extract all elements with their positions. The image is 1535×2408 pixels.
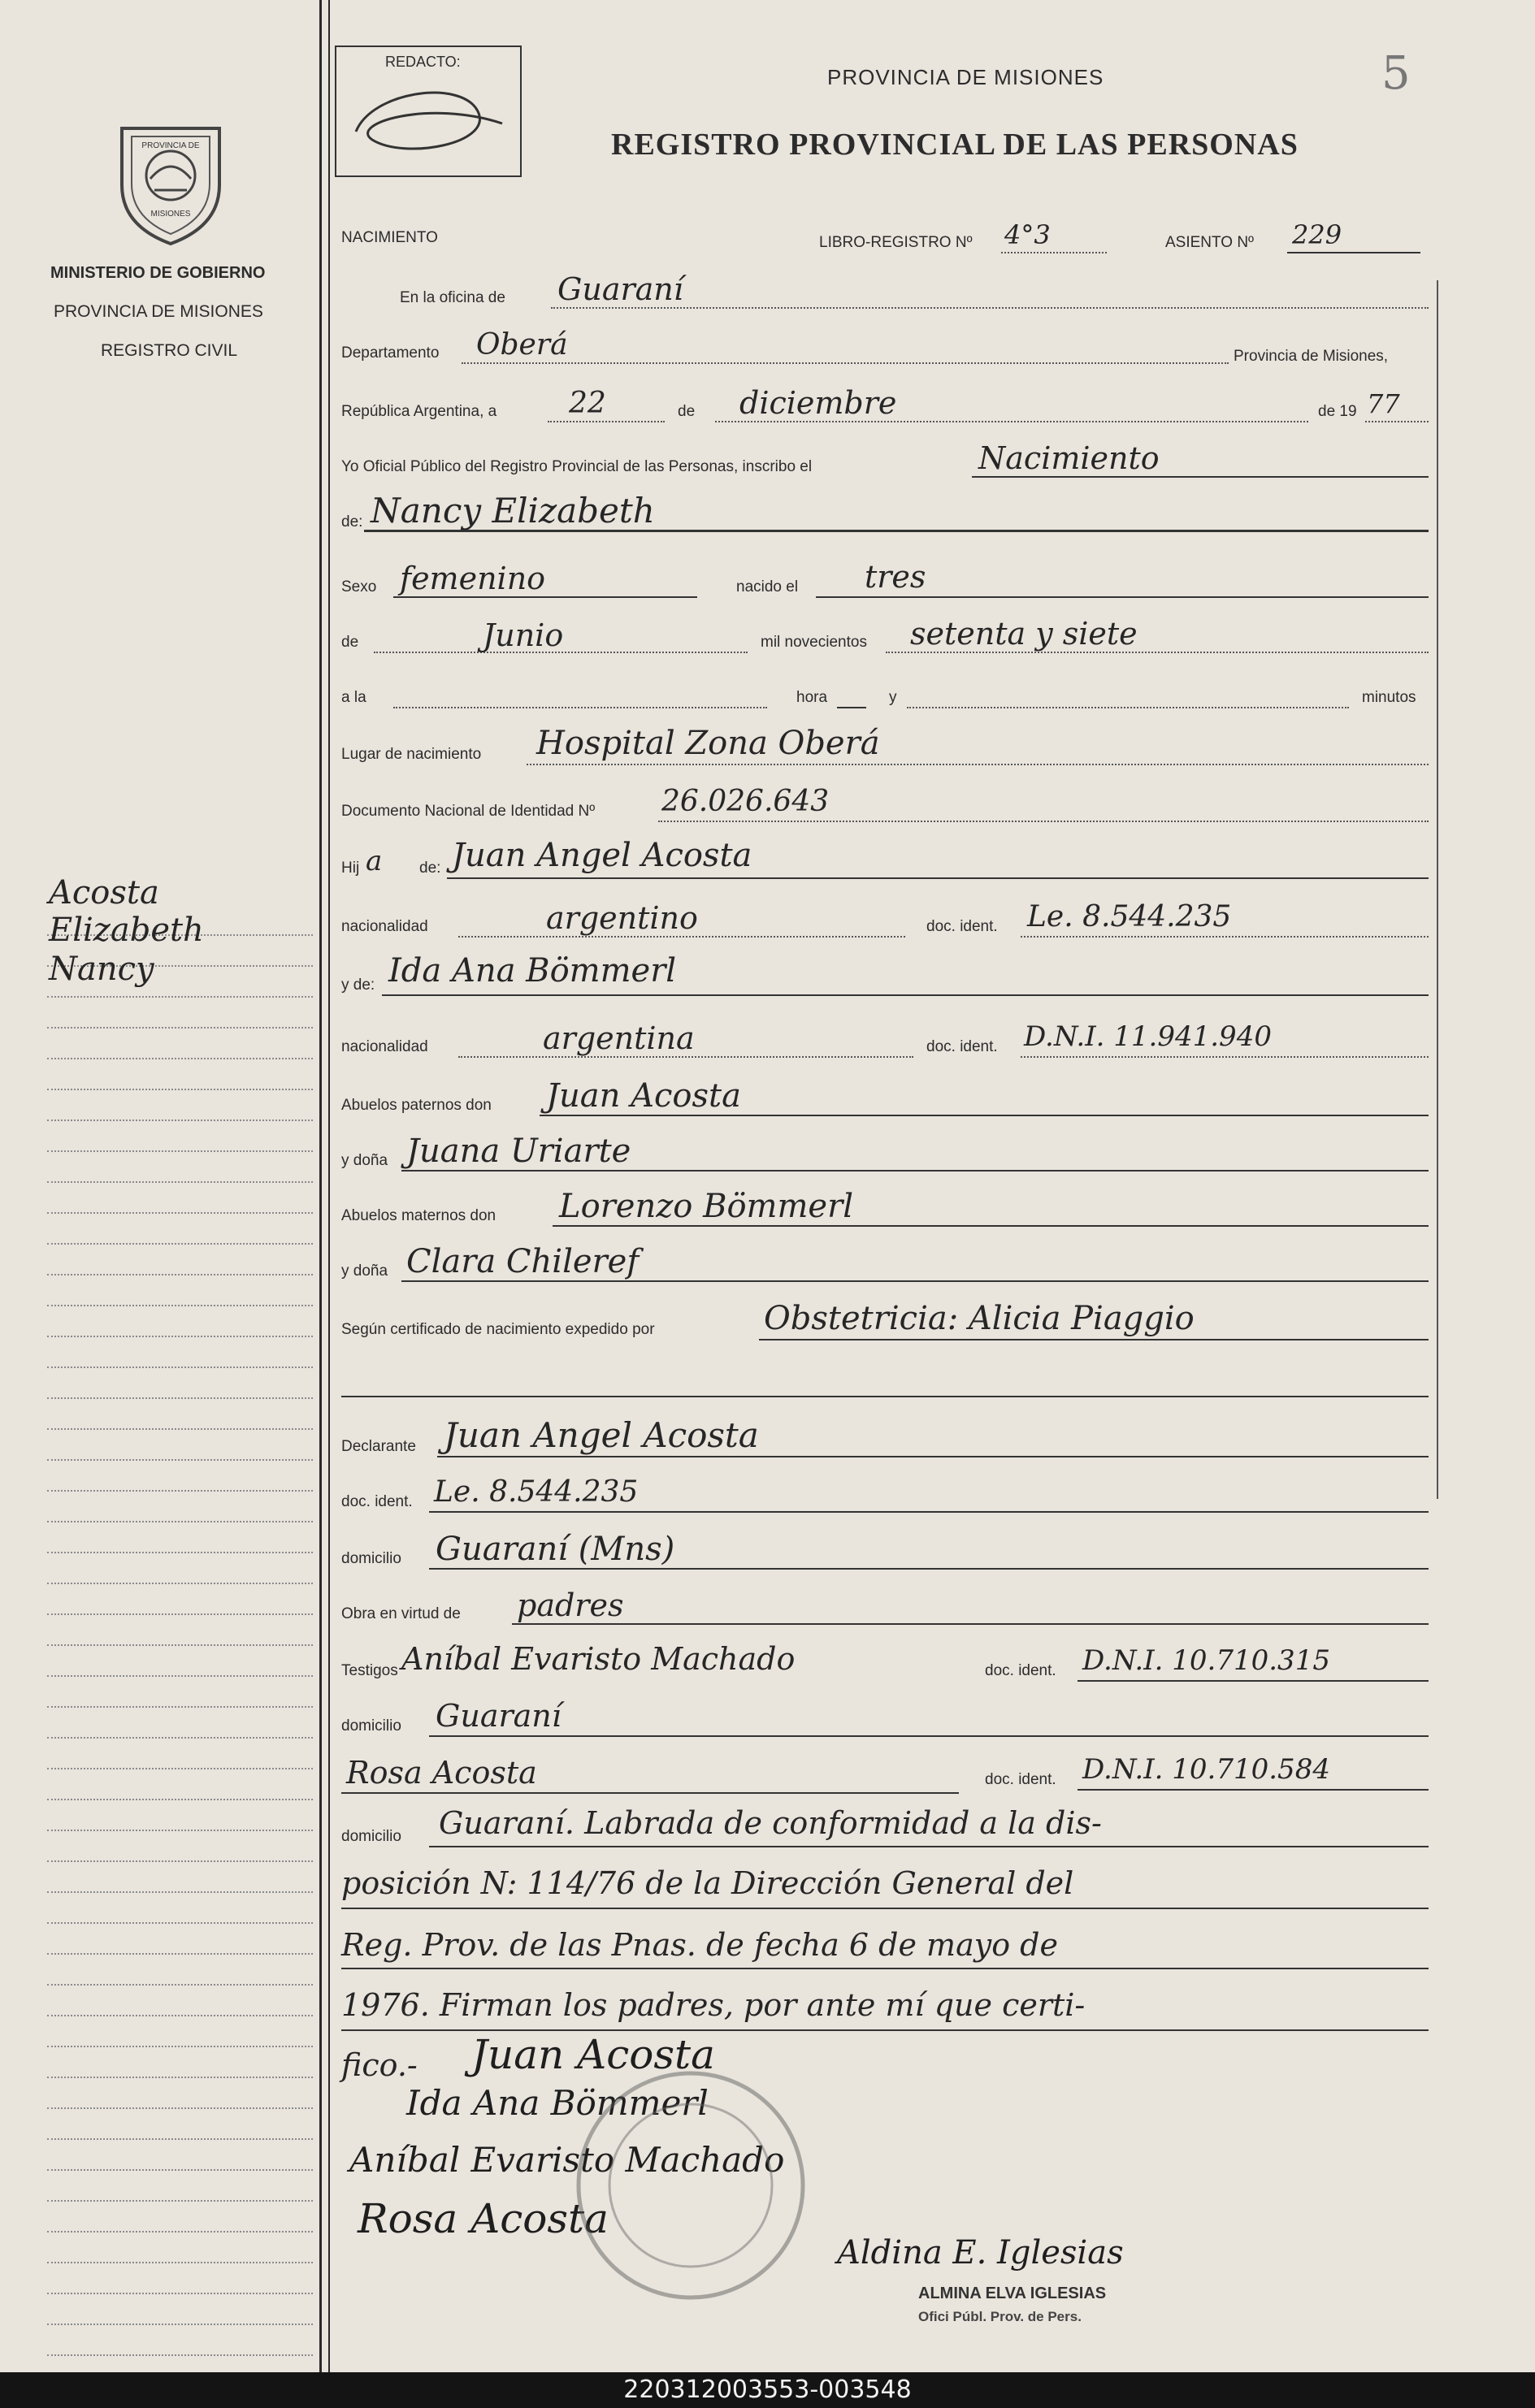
redacto-label: REDACTO:: [385, 54, 461, 70]
mes-value: diciembre: [739, 385, 897, 421]
dia-value: 22: [569, 387, 606, 420]
hora-label: hora: [796, 689, 828, 706]
y-de-label: y de:: [341, 977, 375, 994]
right-border-line: [1437, 280, 1438, 1499]
republica-label: República Argentina, a: [341, 403, 497, 420]
de-year-label: de 19: [1318, 403, 1357, 420]
margin-note-line1: Acosta: [49, 874, 159, 912]
seal-text-bottom: MISIONES: [150, 210, 191, 219]
padre-doc-label: doc. ident.: [926, 918, 998, 935]
libro-label: LIBRO-REGISTRO Nº: [819, 234, 973, 251]
seal-text-top: PROVINCIA DE: [141, 141, 200, 150]
testigo1-value: Aníbal Evaristo Machado: [401, 1641, 796, 1677]
acto-value: Nacimiento: [978, 440, 1160, 476]
padre-value: Juan Angel Acosta: [452, 837, 752, 874]
segun-label: Según certificado de nacimiento expedido por: [341, 1321, 655, 1338]
image-id-footer: 220312003553-003548: [0, 2372, 1535, 2408]
dni-value: 26.026.643: [661, 785, 830, 818]
nacido-dia-value: tres: [865, 559, 926, 595]
testigo1-doc-value: D.N.I. 10.710.315: [1082, 1644, 1330, 1677]
sexo-label: Sexo: [341, 578, 377, 596]
madre-nacionalidad-value: argentina: [543, 1020, 695, 1056]
obra-value: padres: [517, 1587, 624, 1623]
madre-doc-value: D.N.I. 11.941.940: [1024, 1020, 1272, 1053]
testigo1-domicilio-value: Guaraní: [436, 1698, 562, 1734]
testigo2-domicilio-label: domicilio: [341, 1828, 401, 1845]
departamento-label: Departamento: [341, 344, 440, 362]
margin-note-line2: Elizabeth: [49, 912, 204, 949]
padre-doc-value: Le. 8.544.235: [1027, 900, 1232, 933]
page-number: 5: [1381, 47, 1411, 100]
ministry-line2: PROVINCIA DE MISIONES: [54, 302, 263, 321]
abuela-paterna-value: Juana Uriarte: [406, 1133, 631, 1170]
shield-seal-icon: [106, 112, 236, 250]
mil-novecientos-label: mil novecientos: [761, 634, 867, 651]
de-label: de: [678, 403, 696, 420]
signature-testigo1: Aníbal Evaristo Machado: [349, 2140, 785, 2180]
ministry-line1: MINISTERIO DE GOBIERNO: [50, 264, 266, 282]
signature-madre: Ida Ana Bömmerl: [406, 2083, 709, 2123]
nota-line2: posición N: 114/76 de la Dirección General del: [341, 1865, 1074, 1901]
abuela-materna-value: Clara Chileref: [406, 1243, 640, 1280]
testigo2-doc-label: doc. ident.: [985, 1771, 1056, 1788]
stamp-name: ALMINA ELVA IGLESIAS: [918, 2285, 1107, 2302]
minutos-label: minutos: [1362, 689, 1416, 706]
nacido-anio-value: setenta y siete: [910, 616, 1138, 652]
abuela-paterna-label: y doña: [341, 1152, 388, 1169]
lugar-label: Lugar de nacimiento: [341, 746, 482, 763]
abuelo-materno-value: Lorenzo Bömmerl: [559, 1188, 853, 1225]
asiento-value: 229: [1292, 219, 1342, 250]
departamento-value: Oberá: [476, 328, 568, 362]
nota-line1: Guaraní. Labrada de conformidad a la dis-: [439, 1805, 1102, 1841]
margin-note-line3: Nancy: [49, 951, 154, 988]
binding-line-right: [328, 0, 330, 2372]
redacto-box: [335, 45, 522, 177]
anio-value: 77: [1367, 388, 1400, 419]
madre-nacionalidad-label: nacionalidad: [341, 1038, 428, 1055]
hij-suffix: a: [366, 845, 383, 877]
obra-label: Obra en virtud de: [341, 1605, 461, 1622]
province-header: PROVINCIA DE MISIONES: [827, 65, 1104, 89]
padre-nacionalidad-label: nacionalidad: [341, 918, 428, 935]
hij-label: Hij: [341, 860, 360, 877]
stamp-title: Ofici Públ. Prov. de Pers.: [918, 2309, 1082, 2324]
nota-line5: fico.-: [341, 2047, 418, 2083]
declarante-domicilio-label: domicilio: [341, 1550, 401, 1567]
signature-testigo2: Rosa Acosta: [358, 2195, 609, 2242]
nombre-value: Nancy Elizabeth: [371, 491, 655, 531]
sexo-value: femenino: [400, 561, 546, 596]
form-title: REGISTRO PROVINCIAL DE LAS PERSONAS: [611, 128, 1299, 162]
nacido-el-label: nacido el: [736, 578, 799, 596]
abuelos-paternos-label: Abuelos paternos don: [341, 1097, 492, 1114]
testigo1-doc-label: doc. ident.: [985, 1662, 1056, 1679]
testigo2-doc-value: D.N.I. 10.710.584: [1082, 1753, 1330, 1786]
abuelo-paterno-value: Juan Acosta: [546, 1077, 741, 1115]
libro-value: 4°3: [1004, 219, 1051, 250]
documento-label: Documento Nacional de Identidad Nº: [341, 803, 596, 820]
asiento-label: ASIENTO Nº: [1165, 234, 1254, 251]
nota-line4: 1976. Firman los padres, por ante mí que certi-: [341, 1987, 1086, 2023]
padre-nacionalidad-value: argentino: [546, 900, 698, 936]
declarante-doc-label: doc. ident.: [341, 1493, 413, 1510]
testigo1-domicilio-label: domicilio: [341, 1717, 401, 1735]
provincia-label: Provincia de Misiones,: [1234, 348, 1389, 365]
ministry-line3: REGISTRO CIVIL: [101, 341, 238, 360]
nacido-mes-value: Junio: [483, 617, 564, 653]
y-label: y: [889, 689, 897, 706]
testigo2-value: Rosa Acosta: [346, 1755, 537, 1791]
declarante-doc-value: Le. 8.544.235: [434, 1475, 639, 1509]
declarante-label: Declarante: [341, 1438, 416, 1455]
testigos-label: Testigos: [341, 1662, 398, 1679]
de-name-label: de:: [341, 513, 363, 531]
official-round-stamp: [569, 2064, 813, 2307]
madre-doc-label: doc. ident.: [926, 1038, 998, 1055]
madre-value: Ida Ana Bömmerl: [388, 952, 677, 990]
declarante-value: Juan Angel Acosta: [444, 1415, 759, 1455]
a-la-label: a la: [341, 689, 366, 706]
abuela-materna-label: y doña: [341, 1262, 388, 1280]
signature-padre: Juan Acosta: [471, 2031, 715, 2078]
oficina-label: En la oficina de: [400, 289, 505, 306]
abuelos-maternos-label: Abuelos maternos don: [341, 1207, 496, 1224]
nacimiento-label: NACIMIENTO: [341, 229, 438, 246]
lugar-value: Hospital Zona Oberá: [536, 725, 880, 762]
declarante-domicilio-value: Guaraní (Mns): [436, 1531, 675, 1568]
yo-oficial-label: Yo Oficial Público del Registro Provincial de las Personas, inscribo el: [341, 458, 813, 475]
binding-line-left: [319, 0, 322, 2372]
de-month-label: de: [341, 634, 359, 651]
nota-line3: Reg. Prov. de las Pnas. de fecha 6 de mayo de: [341, 1927, 1058, 1963]
redacto-scribble: [340, 75, 518, 172]
signature-oficial: Aldina E. Iglesias: [837, 2234, 1124, 2272]
oficina-value: Guaraní: [557, 271, 683, 307]
ministry-seal: [106, 112, 236, 250]
de-father-label: de:: [419, 860, 441, 877]
certificado-value: Obstetricia: Alicia Piaggio: [764, 1300, 1195, 1337]
